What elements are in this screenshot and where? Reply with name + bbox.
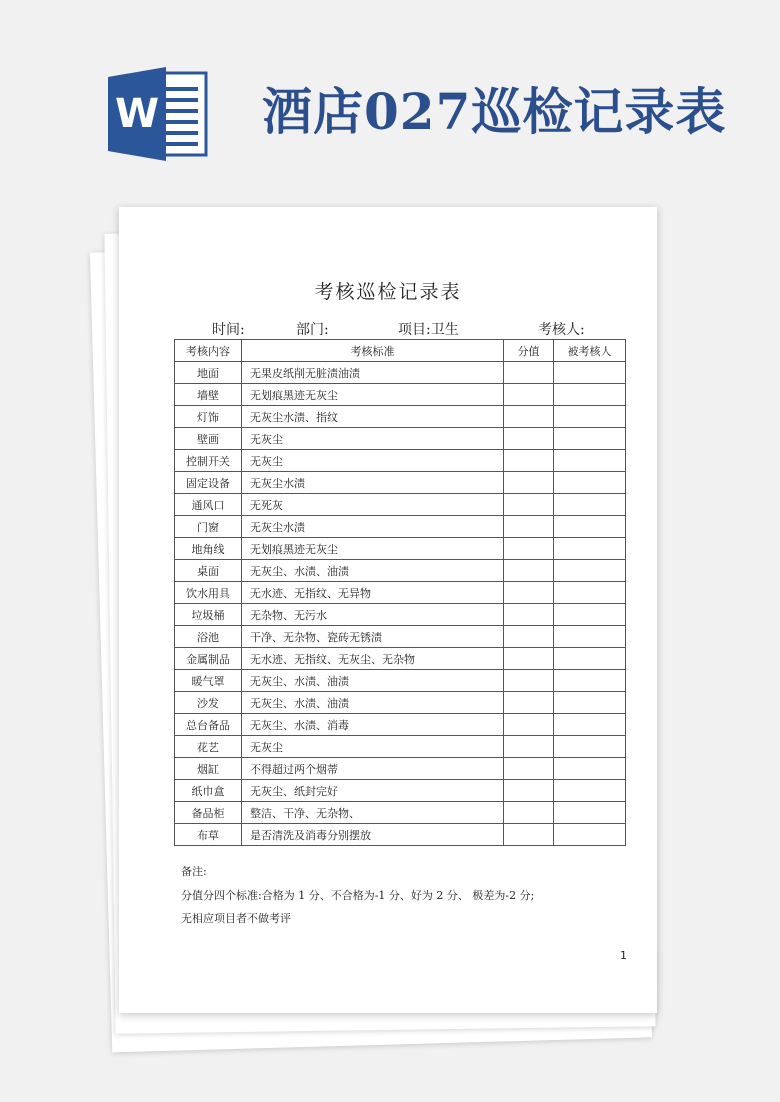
document-title: 考核巡检记录表: [314, 281, 462, 303]
inspectee-cell[interactable]: [554, 560, 626, 582]
score-cell[interactable]: [504, 406, 554, 428]
score-cell[interactable]: [504, 736, 554, 758]
standard-cell: 无杂物、无污水: [242, 604, 504, 626]
table-row: [175, 362, 626, 384]
standard-cell: 无灰尘、水渍、油渍: [242, 670, 504, 692]
inspectee-cell[interactable]: [554, 736, 626, 758]
item-cell: 地角线: [175, 538, 242, 560]
item-cell: 备品柜: [175, 802, 242, 824]
item-cell: 花艺: [175, 736, 242, 758]
score-cell[interactable]: [504, 582, 554, 604]
inspectee-cell[interactable]: [554, 582, 626, 604]
notes-label: 备注:: [181, 865, 207, 878]
banner-title: 酒店027巡检记录表: [262, 82, 727, 141]
standard-cell: 无灰尘水渍: [242, 516, 504, 538]
score-cell[interactable]: [504, 538, 554, 560]
table-row: [175, 648, 626, 670]
standard-cell: 无水迹、无指纹、无异物: [242, 582, 504, 604]
table-row: [175, 802, 626, 824]
score-cell[interactable]: [504, 648, 554, 670]
score-cell[interactable]: [504, 824, 554, 846]
table-row: [175, 582, 626, 604]
header-item: 考核内容: [175, 340, 242, 362]
notes-line-2: 无相应项目者不做考评: [181, 912, 291, 925]
header-standard: 考核标准: [242, 340, 504, 362]
table-row: [175, 758, 626, 780]
inspection-table: [174, 339, 626, 846]
standard-cell: 无水迹、无指纹、无灰尘、无杂物: [242, 648, 504, 670]
score-cell[interactable]: [504, 692, 554, 714]
table-row: [175, 714, 626, 736]
table-row: [175, 736, 626, 758]
time-label: 时间:: [212, 322, 245, 338]
inspectee-cell[interactable]: [554, 648, 626, 670]
standard-cell: 是否清洗及消毒分别摆放: [242, 824, 504, 846]
table-row: [175, 494, 626, 516]
item-cell: 饮水用具: [175, 582, 242, 604]
project-label: 项目:卫生: [398, 322, 459, 338]
table-row: [175, 824, 626, 846]
inspectee-cell[interactable]: [554, 516, 626, 538]
standard-cell: 无划痕黑迹无灰尘: [242, 538, 504, 560]
standard-cell: 无灰尘、水渍、消毒: [242, 714, 504, 736]
standard-cell: 无划痕黑迹无灰尘: [242, 384, 504, 406]
item-cell: 固定设备: [175, 472, 242, 494]
notes-line-1: 分值分四个标准:合格为 1 分、不合格为-1 分、好为 2 分、 极差为-2 分;: [181, 889, 535, 902]
table-row: [175, 692, 626, 714]
standard-cell: 无灰尘: [242, 450, 504, 472]
item-cell: 通风口: [175, 494, 242, 516]
score-cell[interactable]: [504, 714, 554, 736]
word-document-icon: [108, 67, 210, 161]
table-row: [175, 428, 626, 450]
item-cell: 暖气罩: [175, 670, 242, 692]
score-cell[interactable]: [504, 560, 554, 582]
table-row: [175, 384, 626, 406]
item-cell: 垃圾桶: [175, 604, 242, 626]
table-row: [175, 560, 626, 582]
svg-text:W: W: [114, 91, 160, 137]
table-row: [175, 406, 626, 428]
inspectee-cell[interactable]: [554, 802, 626, 824]
table-row: [175, 604, 626, 626]
item-cell: 墙壁: [175, 384, 242, 406]
score-cell[interactable]: [504, 516, 554, 538]
header-score: 分值: [504, 340, 554, 362]
table-row: [175, 516, 626, 538]
item-cell: 浴池: [175, 626, 242, 648]
standard-cell: 不得超过两个烟蒂: [242, 758, 504, 780]
item-cell: 布草: [175, 824, 242, 846]
score-cell[interactable]: [504, 670, 554, 692]
score-cell[interactable]: [504, 604, 554, 626]
item-cell: 控制开关: [175, 450, 242, 472]
page-number: 1: [620, 949, 627, 962]
inspectee-cell[interactable]: [554, 692, 626, 714]
score-cell[interactable]: [504, 494, 554, 516]
item-cell: 金属制品: [175, 648, 242, 670]
score-cell[interactable]: [504, 802, 554, 824]
inspectee-cell[interactable]: [554, 538, 626, 560]
inspectee-cell[interactable]: [554, 384, 626, 406]
standard-cell: 整洁、干净、无杂物、: [242, 802, 504, 824]
score-cell[interactable]: [504, 428, 554, 450]
inspectee-cell[interactable]: [554, 758, 626, 780]
standard-cell: 无灰尘、水渍、油渍: [242, 560, 504, 582]
document-page: [119, 207, 657, 1013]
standard-cell: 无灰尘水渍: [242, 472, 504, 494]
standard-cell: 无果皮纸削无脏渍油渍: [242, 362, 504, 384]
item-cell: 纸巾盒: [175, 780, 242, 802]
inspectee-cell[interactable]: [554, 472, 626, 494]
inspectee-cell[interactable]: [554, 626, 626, 648]
standard-cell: 无灰尘水渍、指纹: [242, 406, 504, 428]
item-cell: 灯饰: [175, 406, 242, 428]
score-cell[interactable]: [504, 780, 554, 802]
standard-cell: 无灰尘、水渍、油渍: [242, 692, 504, 714]
table-row: [175, 538, 626, 560]
table-row: [175, 670, 626, 692]
item-cell: 沙发: [175, 692, 242, 714]
item-cell: 地面: [175, 362, 242, 384]
inspectee-cell[interactable]: [554, 428, 626, 450]
table-row: [175, 626, 626, 648]
standard-cell: 无死灰: [242, 494, 504, 516]
inspectee-cell[interactable]: [554, 406, 626, 428]
table-row: [175, 780, 626, 802]
department-label: 部门:: [296, 322, 329, 338]
score-cell[interactable]: [504, 626, 554, 648]
item-cell: 总台备品: [175, 714, 242, 736]
table-row: [175, 472, 626, 494]
inspectee-cell[interactable]: [554, 780, 626, 802]
item-cell: 桌面: [175, 560, 242, 582]
inspector-label: 考核人:: [538, 322, 585, 338]
score-cell[interactable]: [504, 362, 554, 384]
inspectee-cell[interactable]: [554, 714, 626, 736]
inspectee-cell[interactable]: [554, 450, 626, 472]
inspectee-cell[interactable]: [554, 824, 626, 846]
item-cell: 门窗: [175, 516, 242, 538]
item-cell: 壁画: [175, 428, 242, 450]
inspectee-cell[interactable]: [554, 670, 626, 692]
score-cell[interactable]: [504, 472, 554, 494]
table-row: [175, 450, 626, 472]
inspectee-cell[interactable]: [554, 494, 626, 516]
score-cell[interactable]: [504, 758, 554, 780]
standard-cell: 无灰尘: [242, 736, 504, 758]
item-cell: 烟缸: [175, 758, 242, 780]
inspectee-cell[interactable]: [554, 604, 626, 626]
score-cell[interactable]: [504, 384, 554, 406]
standard-cell: 无灰尘: [242, 428, 504, 450]
score-cell[interactable]: [504, 450, 554, 472]
standard-cell: 无灰尘、纸封完好: [242, 780, 504, 802]
standard-cell: 干净、无杂物、瓷砖无锈渍: [242, 626, 504, 648]
header-inspectee: 被考核人: [554, 340, 626, 362]
table-header-row: [175, 340, 626, 362]
inspectee-cell[interactable]: [554, 362, 626, 384]
